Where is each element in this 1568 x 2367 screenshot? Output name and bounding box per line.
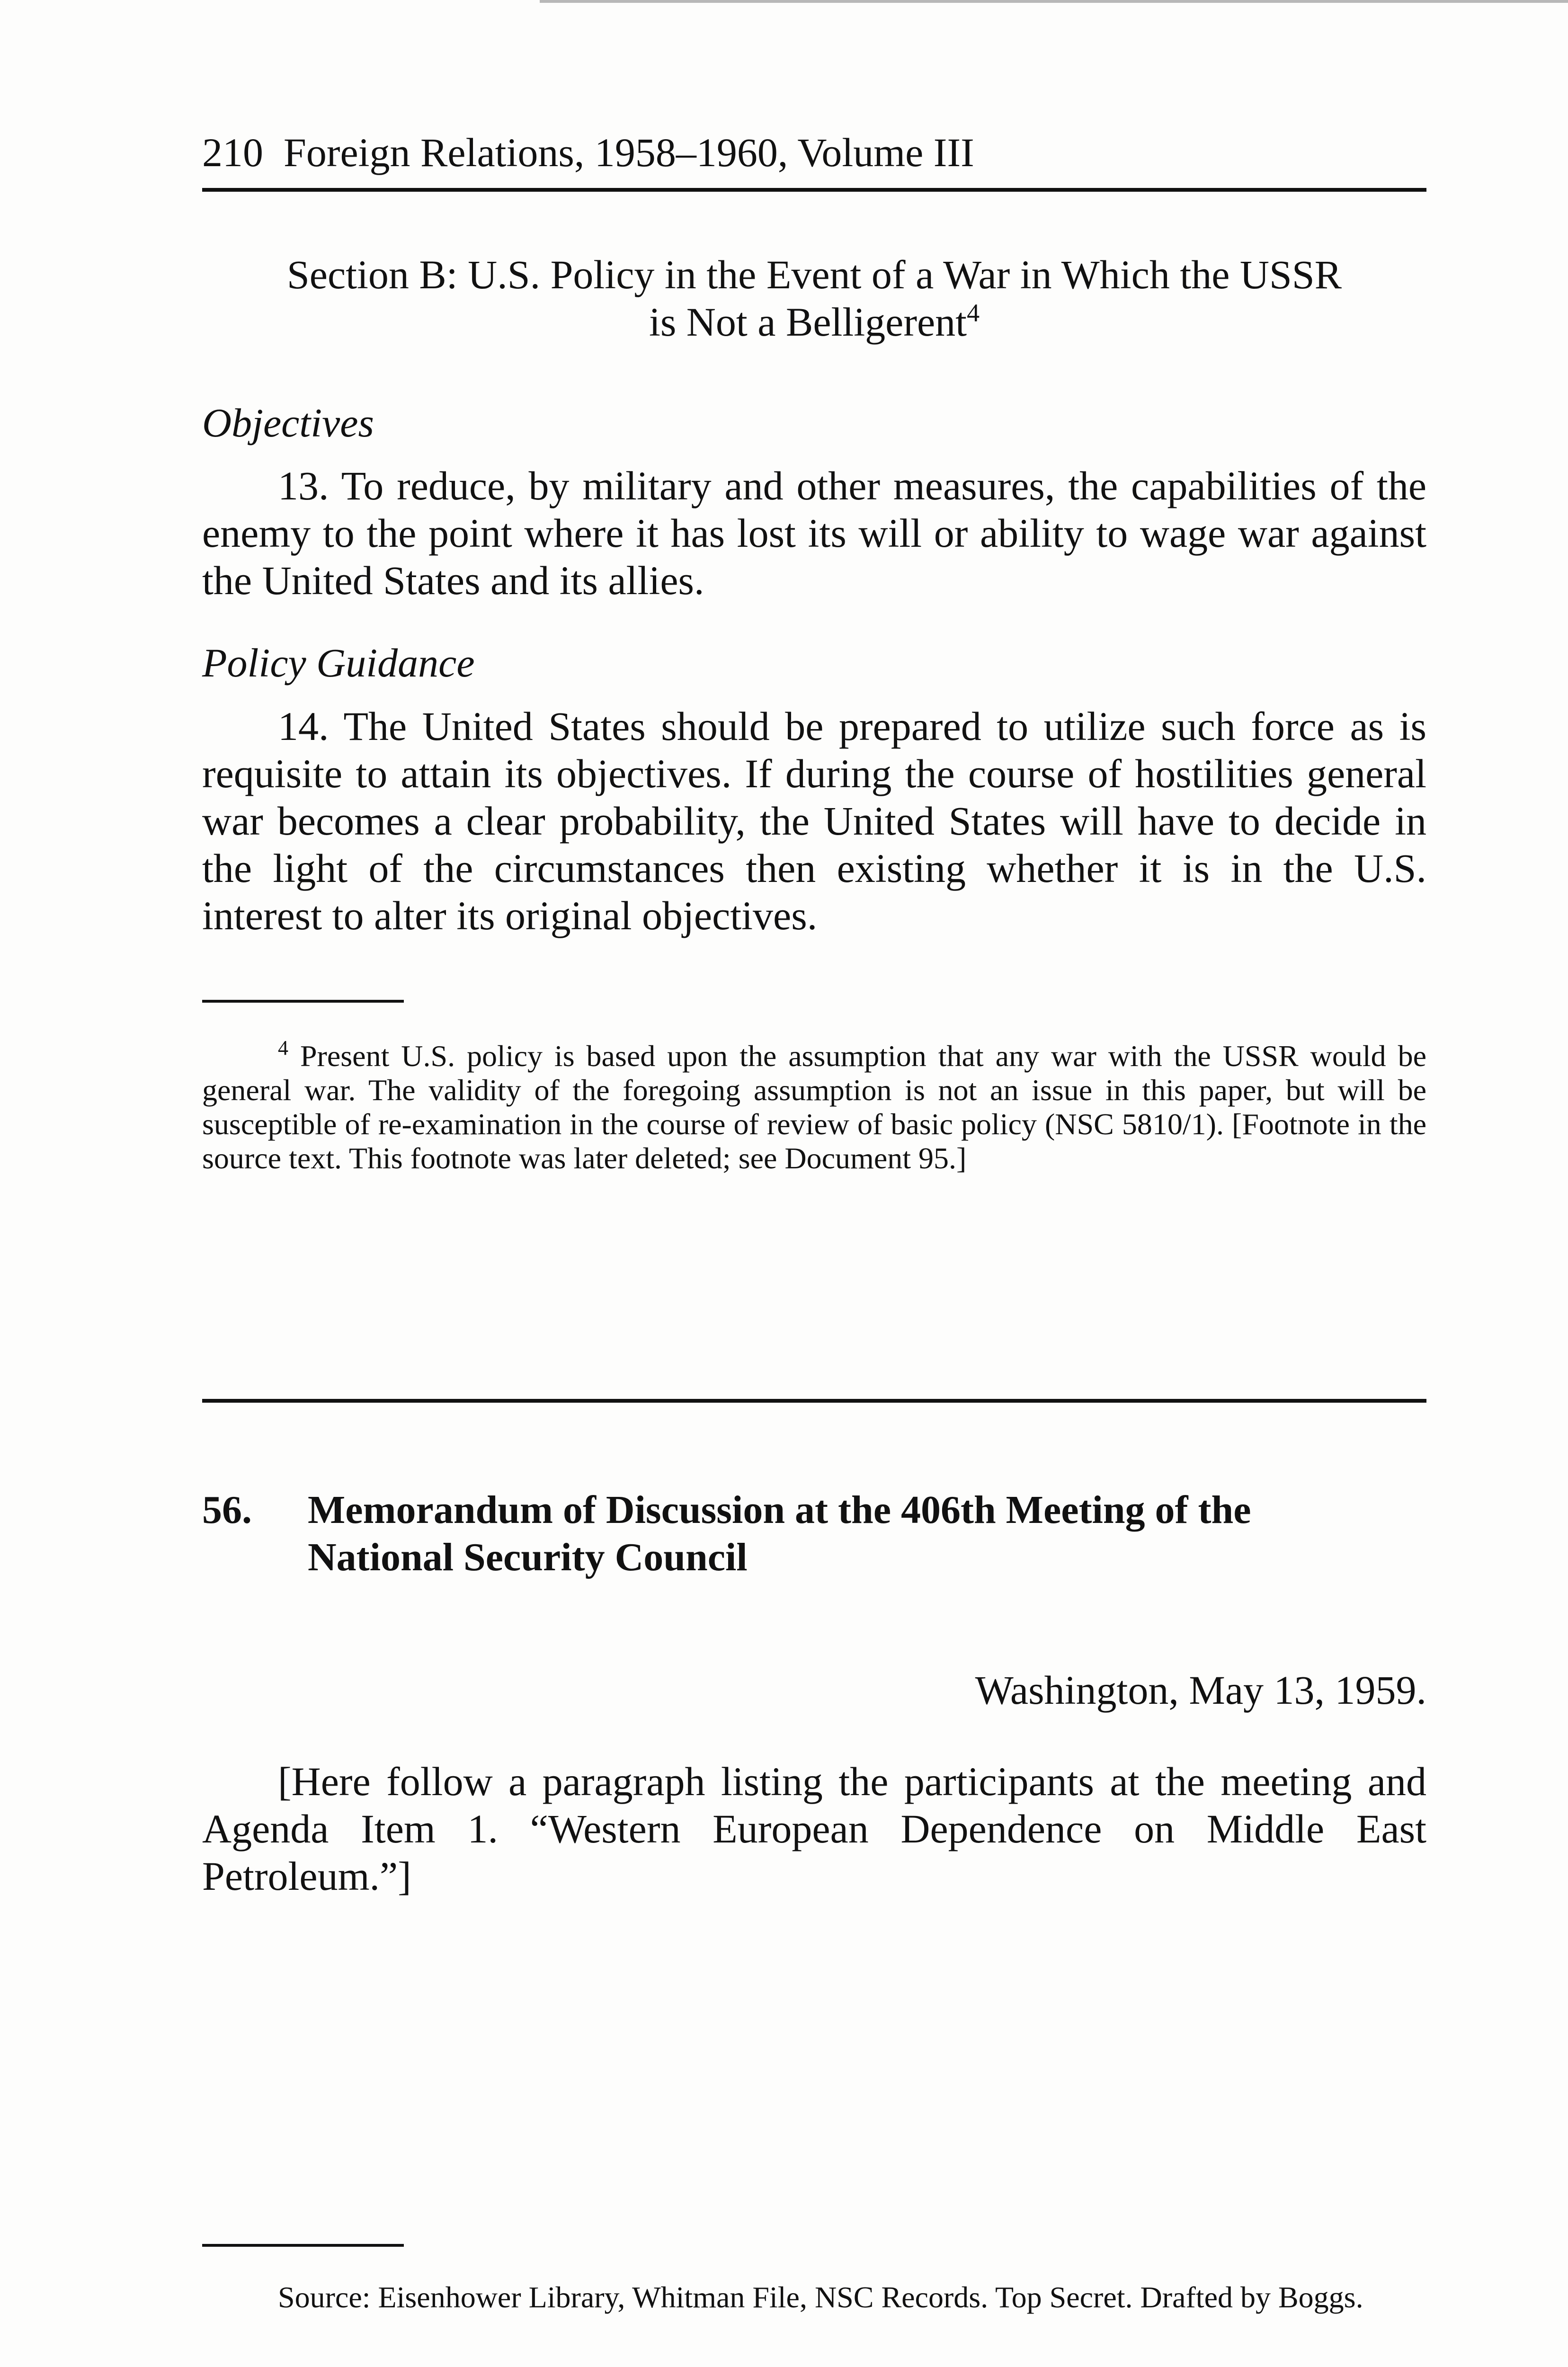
footnote-4 [202, 1036, 1427, 1175]
running-title: Foreign Relations, 1958–1960, Volume III [284, 130, 974, 175]
scan-edge-mark [540, 0, 1568, 3]
dateline: Washington, May 13, 1959. [975, 1667, 1426, 1713]
paragraph-14: 14. The United States should be prepared to utilize such force as is requisite to attain its objectives. If during the course of hostilities general war becomes a clear probability, the United States will have to decide in the light of the circumstances then existing whether it is in the U.S. interest to alter its original objectives. [202, 703, 1426, 938]
document-separator-rule [202, 1399, 1426, 1403]
source-note: Source: Eisenhower Library, Whitman File, NSC Records. Top Secret. Drafted by Boggs. [278, 2280, 1363, 2314]
section-b-title [202, 251, 1426, 346]
footnote-marker: 4 [278, 1036, 288, 1059]
footnote-rule [202, 1000, 404, 1003]
section-title-line1: Section B: U.S. Policy in the Event of a War in Which the USSR [286, 252, 1342, 297]
editorial-note: [Here follow a paragraph listing the participants at the meeting and Agenda Item 1. “Western European Dependence on Middle East Petroleum.”] [202, 1759, 1426, 1899]
section-title-line2-text: is Not a Belligerent [649, 299, 967, 345]
document-title: Memorandum of Discussion at the 406th Meeting of the National Security Council [308, 1488, 1251, 1579]
objectives-heading: Objectives [202, 400, 374, 445]
footnote-text: Present U.S. policy is based upon the assumption that any war with the USSR would be general war. The validity of the foregoing assumption is not an issue in this paper, but will be susceptible of re-examination in the course of review of basic policy (NSC 5810/1). [Footnote in the source text. This footnote was later deleted; see Document 95.] [202, 1039, 1427, 1175]
policy-guidance-heading: Policy Guidance [202, 640, 475, 685]
page-number: 210 [202, 130, 263, 175]
running-header [202, 129, 974, 176]
header-rule [202, 188, 1426, 192]
footnote-ref-4[interactable]: 4 [967, 299, 980, 327]
section-title-line2 [202, 298, 1426, 346]
source-rule [202, 2244, 404, 2247]
paragraph-13: 13. To reduce, by military and other measures, the capabilities of the enemy to the point where it has lost its will or ability to wage war against the United States and its allies. [202, 463, 1426, 603]
document-number: 56. [202, 1488, 252, 1532]
